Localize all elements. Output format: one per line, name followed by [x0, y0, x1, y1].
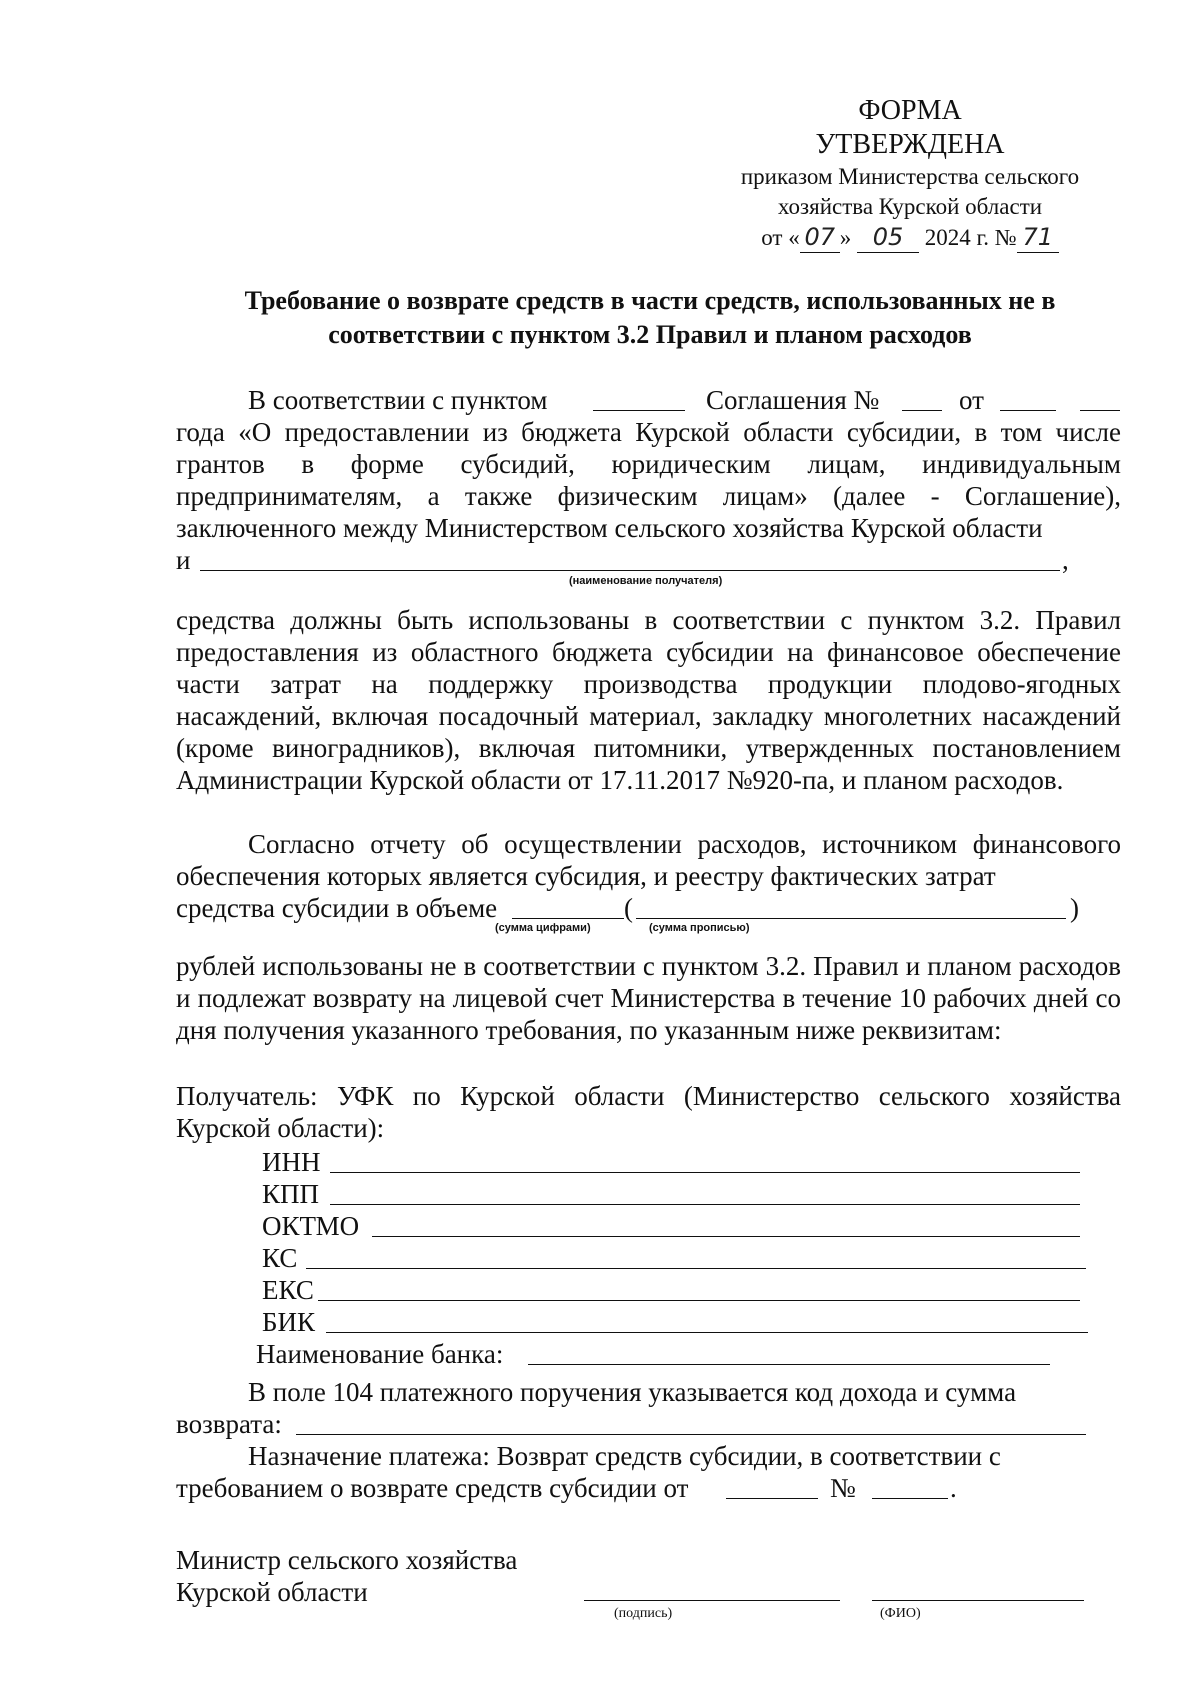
stamp-approved: УТВЕРЖДЕНА: [815, 129, 1005, 160]
para1-text-e: и: [176, 545, 191, 575]
demand-date-blank: [726, 1498, 818, 1499]
para7-line-2a: требованием о возврате средств субсидии от: [176, 1473, 689, 1503]
stamp-order: приказом Министерства сельского: [740, 164, 1080, 189]
return-amount-blank: [296, 1434, 1086, 1435]
req-oktmo-label: ОКТМО: [262, 1211, 360, 1241]
signature-title-line-2: Курской области: [176, 1577, 368, 1607]
para7-line-2c: .: [950, 1473, 957, 1503]
req-inn-blank: [330, 1172, 1080, 1173]
recipient-name-blank: [200, 570, 1060, 571]
amount-digits-caption: (сумма цифрами): [495, 922, 591, 934]
agreement-date-blank: [1000, 410, 1056, 411]
req-kpp-blank: [330, 1204, 1080, 1205]
req-bank-blank: [528, 1364, 1050, 1365]
stamp-date-prefix: от «: [761, 225, 800, 250]
para6-line-2: возврата:: [176, 1409, 282, 1439]
req-bank-label: Наименование банка:: [256, 1339, 504, 1369]
document-title: [170, 284, 1130, 352]
agreement-year-blank: [1080, 410, 1120, 411]
para1-body: года «О предоставлении из бюджета Курской области субсидии, в том числе грантов в форме субсидий, юридическим лицам, индивидуальным предпринимателям, а также физическим лицам» (далее - Соглашение), заключенного между Министерством сельского хозяйства Курской области: [176, 417, 1121, 543]
signature-title-line-1: Министр сельского хозяйства: [176, 1545, 518, 1575]
para1-text-f: ,: [1062, 545, 1069, 575]
amount-prefix: средства субсидии в объеме: [176, 893, 498, 923]
para7-line-1: Назначение платежа: Возврат средств субсидии, в соответствии с: [248, 1441, 1001, 1471]
amount-digits-blank: [512, 918, 624, 919]
clause-number-blank: [593, 410, 685, 411]
stamp-ministry: хозяйства Курской области: [777, 194, 1043, 219]
stamp-date-mid: »: [839, 225, 852, 250]
para5-body: Получатель: УФК по Курской области (Министерство сельского хозяйства Курской области):: [176, 1081, 1121, 1143]
signature-blank: [584, 1600, 840, 1601]
req-bik-blank: [326, 1332, 1088, 1333]
stamp-date: [700, 222, 1120, 253]
stamp-date-day: 07: [800, 222, 840, 253]
demand-number-blank: [872, 1498, 948, 1499]
req-ks-blank: [306, 1268, 1086, 1269]
para1-text-b: Соглашения №: [706, 385, 880, 415]
full-name-caption: (ФИО): [880, 1606, 921, 1621]
para6-line-1: В поле 104 платежного поручения указывается код дохода и сумма: [248, 1377, 1017, 1407]
agreement-number-blank: [902, 410, 942, 411]
stamp-form: ФОРМА: [858, 95, 962, 126]
para1-text-a: В соответствии с пунктом: [248, 385, 548, 415]
req-ks-label: КС: [262, 1243, 298, 1273]
para4-body: рублей использованы не в соответствии с пунктом 3.2. Правил и планом расходов и подлежат возврату на лицевой счет Министерства в течение 10 рабочих дней со дня получения указанного требования, по указанным ниже реквизитам:: [176, 951, 1121, 1045]
title-line-2: соответствии с пунктом 3.2 Правил и планом расходов: [328, 320, 972, 349]
para3-body: Согласно отчету об осуществлении расходов, источником финансового обеспечения которых является субсидия, и реестру фактических затрат: [176, 829, 1121, 891]
req-kpp-label: КПП: [262, 1179, 320, 1209]
recipient-name-caption: (наименование получателя): [569, 575, 723, 587]
stamp-number: 71: [1017, 222, 1059, 253]
approval-stamp: [700, 94, 1120, 253]
para1-text-c: от: [959, 385, 984, 415]
amount-close-paren: ): [1070, 893, 1079, 923]
req-oktmo-blank: [372, 1236, 1080, 1237]
amount-words-blank: [636, 918, 1066, 919]
req-eks-blank: [318, 1300, 1080, 1301]
full-name-blank: [872, 1600, 1084, 1601]
signature-caption: (подпись): [614, 1606, 673, 1621]
amount-words-caption: (сумма прописью): [649, 922, 750, 934]
title-line-1: Требование о возврате средств в части средств, использованных не в: [244, 286, 1056, 315]
req-eks-label: ЕКС: [262, 1275, 314, 1305]
para7-line-2b: №: [830, 1473, 856, 1503]
para2-body: средства должны быть использованы в соответствии с пунктом 3.2. Правил предоставления из областного бюджета субсидии на финансовое обеспечение части затрат на поддержку производства продукции плодово-ягодных насаждений, включая посадочный материал, закладку многолетних насаждений (кроме виноградников), включая питомники, утвержденных постановлением Администрации Курской области от 17.11.2017 №920-па, и планом расходов.: [176, 605, 1121, 795]
stamp-date-month: 05: [857, 222, 919, 253]
req-bik-label: БИК: [262, 1307, 316, 1337]
req-inn-label: ИНН: [262, 1147, 321, 1177]
stamp-date-year: 2024 г. №: [924, 225, 1017, 250]
amount-open-paren: (: [624, 893, 633, 923]
